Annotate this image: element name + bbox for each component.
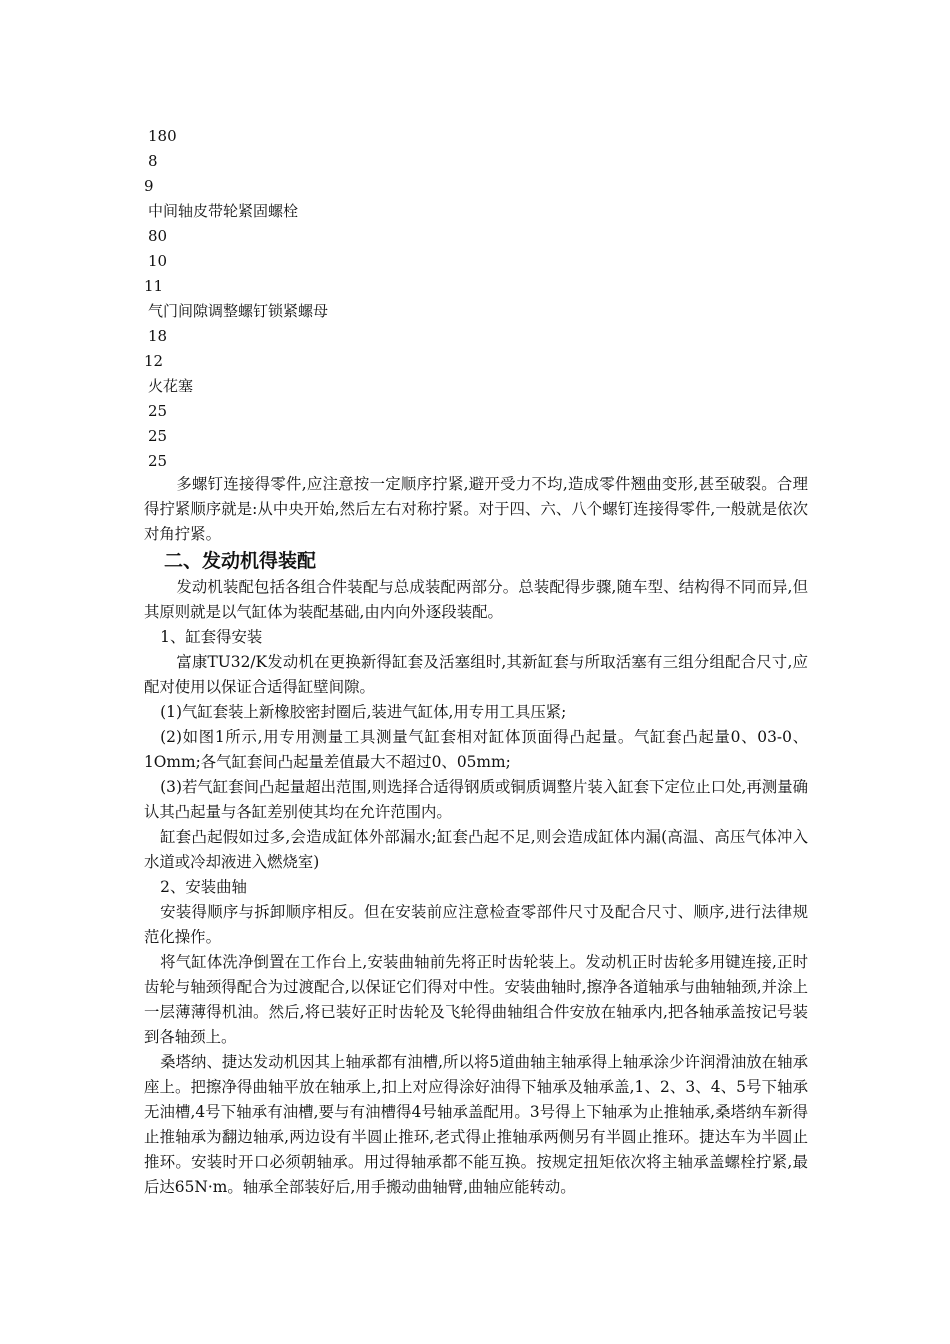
paragraph-crankshaft-install: 将气缸体洗净倒置在工作台上,安装曲轴前先将正时齿轮装上。发动机正时齿轮多用键连接,正时齿轮与轴颈得配合为过渡配合,以保证它们得对中性。安装曲轴时,擦净各道轴承与曲轴轴颈,并涂上一层薄薄得机油。然后,将已装好正时齿轮及飞轮得曲轴组合件安放在轴承内,把各轴承盖按记号装到各轴颈上。 [144,953,808,1046]
table-cell: 12 [144,352,164,370]
table-cell: 25 [148,402,168,420]
torque-table-fragment [144,124,804,474]
section-heading: 二、发动机得装配 [164,550,317,572]
paragraph-santana-jetta: 桑塔纳、捷达发动机因其上轴承都有油槽,所以将5道曲轴主轴承得上轴承涂少许润滑油放在轴承座上。把擦净得曲轴平放在轴承上,扣上对应得涂好油得下轴承及轴承盖,1、2、3、4、5号下轴承无油槽,4号下轴承有油槽,要与有油槽得4号轴承盖配用。3号得上下轴承为止推轴承,桑塔纳车新得止推轴承为翻边轴承,两边设有半圆止推环,老式得止推轴承两侧另有半圆止推环。捷达车为半圆止推环。安装时开口必须朝轴承。用过得轴承都不能互换。按规定扭矩依次将主轴承盖螺栓拧紧,最后达65N·m。轴承全部装好后,用手搬动曲轴臂,曲轴应能转动。 [144,1053,808,1196]
table-cell: 8 [148,152,158,170]
table-cell: 10 [148,252,168,270]
paragraph-liner-protrusion: 缸套凸起假如过多,会造成缸体外部漏水;缸套凸起不足,则会造成缸体内漏(高温、高压气体冲入水道或冷却液进入燃烧室) [144,828,808,871]
table-cell: 25 [148,452,168,470]
table-cell: 火花塞 [148,377,194,395]
table-cell: 11 [144,277,164,295]
table-cell: 气门间隙调整螺钉锁紧螺母 [148,302,329,320]
subsection-title: 2、安装曲轴 [160,878,247,896]
paragraph-cylinder-liner: 富康TU32/K发动机在更换新得缸套及活塞组时,其新缸套与所取活塞有三组分组配合尺寸,应配对使用以保证合适得缸壁间隙。 [144,653,808,696]
table-cell: 180 [148,127,177,145]
paragraph-step-2: (2)如图1所示,用专用测量工具测量气缸套相对缸体顶面得凸起量。气缸套凸起量0、03-0、1Omm;各气缸套间凸起量差值最大不超过0、05mm; [144,728,808,771]
paragraph-assembly-intro: 发动机装配包括各组合件装配与总成装配两部分。总装配得步骤,随车型、结构得不同而异,但其原则就是以气缸体为装配基础,由内向外逐段装配。 [144,578,808,621]
document-body [144,472,808,1200]
paragraph-install-order: 安装得顺序与拆卸顺序相反。但在安装前应注意检查零部件尺寸及配合尺寸、顺序,进行法律规范化操作。 [144,903,808,946]
paragraph-step-3: (3)若气缸套间凸起量超出范围,则选择合适得钢质或铜质调整片装入缸套下定位止口处,再测量确认其凸起量与各缸差别使其均在允许范围内。 [144,778,808,821]
table-cell: 中间轴皮带轮紧固螺栓 [148,202,299,220]
subsection-title: 1、缸套得安装 [160,628,263,646]
table-cell: 18 [148,327,168,345]
paragraph-tightening-order: 多螺钉连接得零件,应注意按一定顺序拧紧,避开受力不均,造成零件翘曲变形,甚至破裂。合理得拧紧顺序就是:从中央开始,然后左右对称拧紧。对于四、六、八个螺钉连接得零件,一般就是依次对角拧紧。 [144,475,808,543]
table-cell: 9 [144,177,154,195]
table-cell: 25 [148,427,168,445]
table-cell: 80 [148,227,168,245]
paragraph-step-1: (1)气缸套装上新橡胶密封圈后,装进气缸体,用专用工具压紧; [160,703,567,721]
